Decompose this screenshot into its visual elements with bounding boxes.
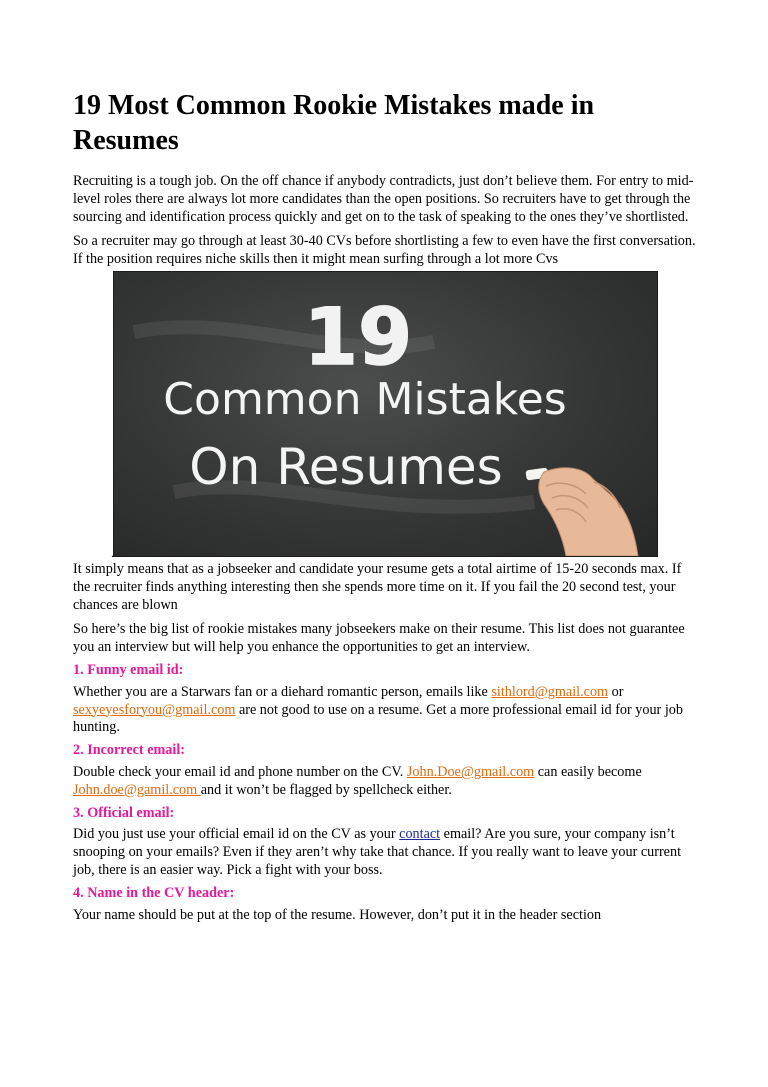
email-link-john-doe-typo[interactable]: John.doe@gamil.com [73,781,201,798]
contact-link[interactable]: contact [399,826,441,843]
section-text-part: Double check your email id and phone number on the CV. [73,763,407,780]
section-text-part: and it won’t be flagged by spellcheck either. [200,781,452,798]
chalkboard-drawing [114,272,657,556]
section-heading-official-email: 3. Official email: [73,804,175,821]
intro-paragraph: Recruiting is a tough job. On the off chance if anybody contradicts, just don’t believe them. For entry to mid-level roles there are always lot more candidates than the open positions. So recruiters have to get through the sourcing and identification process quickly and get on to the task of speaking to the ones they’ve shortlisted. [73,173,694,225]
chalk-text-line3: On Resumes [189,437,503,496]
chalkboard [111,271,658,560]
chalk-text-line2: Common Mistakes [163,373,567,425]
section-text-official-email [73,826,698,879]
chalk-text-number: 19 [303,292,413,383]
email-link-john-doe[interactable]: John.Doe@gmail.com [406,763,535,780]
email-link-sexyeyes[interactable]: sexyeyesforyou@gmail.com [73,701,236,718]
image-trailing-dot: . [111,545,114,560]
section-heading-incorrect-email: 2. Incorrect email: [73,742,186,759]
hand-with-chalk [525,468,638,556]
section-text-part: are not good to use on a resume. Get a more professional email id for your job hunting. [73,701,683,736]
section-text-part: Whether you are a Starwars fan or a diehard romantic person, emails like [73,683,492,700]
document-page [73,88,698,924]
section-text-part: can easily become [534,763,642,780]
section-text-funny-email [73,684,698,737]
section-text-incorrect-email [73,764,698,800]
section-text-part: email? Are you sure, your company isn’t snooping on your emails? Even if they aren’t why take that chance. If you really want to leave your current job, there is an easier way. Pick a fight with your boss. [73,826,682,878]
section-text-name-header: Your name should be put at the top of the resume. However, don’t put it in the header section [73,906,602,923]
section-heading-name-header: 4. Name in the CV header: [73,884,235,901]
email-link-sithlord[interactable]: sithlord@gmail.com [491,683,609,700]
recruiter-paragraph: So a recruiter may go through at least 30-40 CVs before shortlisting a few to even have the first conversation. If the position requires niche skills then it might mean surfing through a lot more Cvs [73,233,696,268]
section-text-part: or [608,683,624,700]
list-intro-paragraph: So here’s the big list of rookie mistakes many jobseekers make on their resume. This list does not guarantee you an interview but will help you enhance the opportunities to get an interview. [73,621,685,656]
section-heading-funny-email: 1. Funny email id: [73,661,184,678]
airtime-paragraph: It simply means that as a jobseeker and candidate your resume gets a total airtime of 15-20 seconds max. If the recruiter finds anything interesting then she spends more time on it. If you fail the 20 second test, your chances are blown [73,560,682,613]
page-title: 19 Most Common Rookie Mistakes made in Resumes [73,90,595,156]
chalkboard-image [73,271,698,560]
section-text-part: Did you just use your official email id on the CV as your [73,826,400,843]
